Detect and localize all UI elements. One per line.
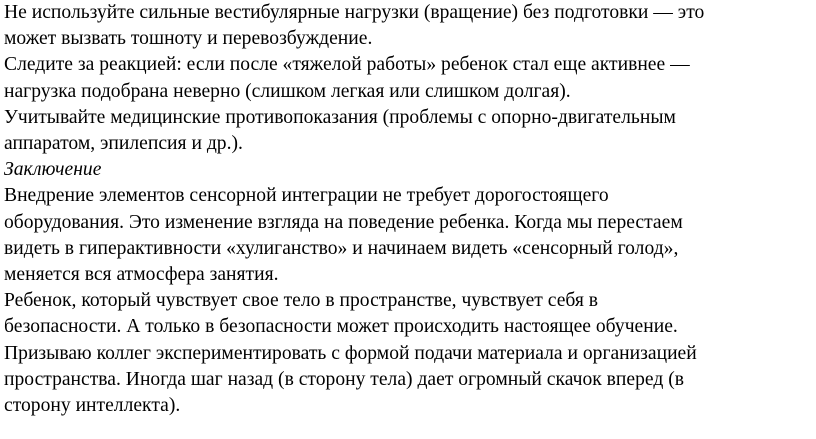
- warning-paragraph-vestibular: [4, 0, 810, 52]
- text-line: Не используйте сильные вестибулярные нагрузки (вращение) без подготовки — это: [4, 2, 705, 23]
- text-line: Ребенок, который чувствует свое тело в пространстве, чувствует себя в: [4, 290, 599, 312]
- text-line: пространства. Иногда шаг назад (в сторону тела) дает огромный скачок вперед (в: [4, 368, 684, 390]
- conclusion-heading: Заключение: [4, 159, 102, 181]
- text-line: аппаратом, эпилепсия и др.).: [4, 133, 243, 155]
- conclusion-paragraph-integration: [4, 183, 810, 288]
- warning-paragraph-reaction: [4, 52, 810, 104]
- text-line: нагрузка подобрана неверно (слишком легкая или слишком долгая).: [4, 80, 571, 102]
- text-line: Следите за реакцией: если после «тяжелой работы» ребенок стал еще активнее —: [4, 54, 690, 76]
- text-line: видеть в гиперактивности «хулиганство» и начинаем видеть «сенсорный голод»,: [4, 237, 679, 259]
- conclusion-paragraph-call-to-action: [4, 341, 810, 420]
- conclusion-paragraph-safety: [4, 288, 810, 340]
- text-line: меняется вся атмосфера занятия.: [4, 264, 279, 286]
- text-line: Учитывайте медицинские противопоказания (проблемы с опорно-двигательным: [4, 106, 676, 128]
- text-line: Внедрение элементов сенсорной интеграции не требует дорогостоящего: [4, 185, 609, 207]
- text-line: оборудования. Это изменение взгляда на поведение ребенка. Когда мы перестаем: [4, 211, 683, 233]
- text-line: Призываю коллег экспериментировать с формой подачи материала и организацией: [4, 342, 697, 364]
- text-line: сторону интеллекта).: [4, 395, 181, 417]
- text-line: может вызвать тошноту и перевозбуждение.: [4, 28, 373, 50]
- text-line: безопасности. А только в безопасности может происходить настоящее обучение.: [4, 316, 678, 338]
- warning-paragraph-contraindications: [4, 105, 810, 157]
